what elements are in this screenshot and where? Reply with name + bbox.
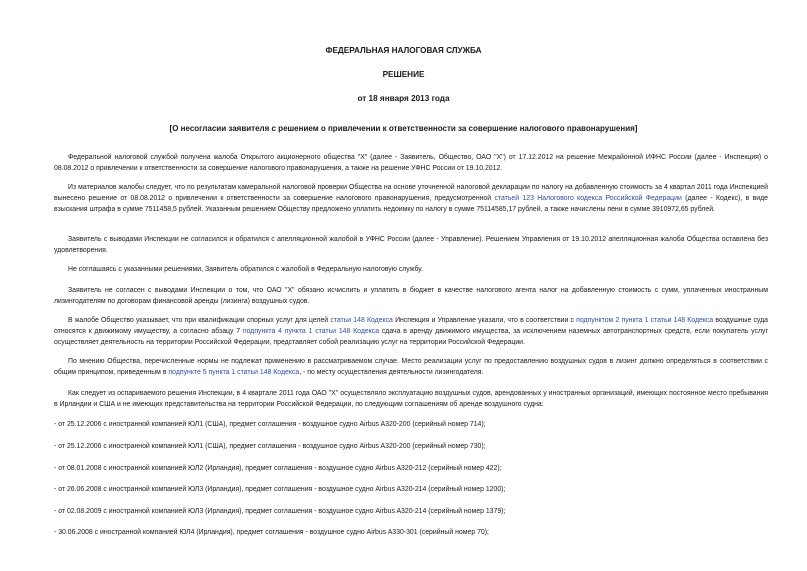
link-subpoint-5-art-148[interactable]: подпункте 5 пункта 1 статьи 148 Кодекса xyxy=(168,369,300,377)
link-article-123[interactable]: статьей 123 Налогового кодекса Российской Федерации xyxy=(494,195,682,203)
paragraph-6-text-b: Инспекция и Управление указали, что в соответствии с xyxy=(392,317,577,324)
paragraph-1-text: Федеральной налоговой службой получена жалоба Открытого акционерного общества "X" (далее - Заявитель, Общество, ОАО "X") от 17.12.2012 на решение Межрайонной ИФНС России (далее - Инспекция) о 08.08.2012 о привлечении к ответственности за совершение налогового правонарушения, а также на решение УФНС России от 19.10.2012. xyxy=(54,154,768,173)
doc-type: РЕШЕНИЕ xyxy=(382,70,425,79)
paragraph-2-text-b: (далее - Кодекс), в виде взыскания штрафа в сумме 7511458,5 рублей. Указанным решением Обществу предложено уплатить недоимку по налогу в сумме 75114585,17 рублей, а также начислены пени в сумме 3910972,65 рублей. xyxy=(54,195,768,214)
paragraph-7-text-b: , - по месту осуществления деятельности лизингодателя. xyxy=(299,369,484,377)
paragraph-5-text: Заявитель не согласен с выводами Инспекции о том, что ОАО "X" обязано исчислить и уплатить в бюджет в качестве налогового агента налог на добавленную стоимость с сумм, уплаченных иностранным лизингодателям по договорам финансовой аренды (лизинга) воздушных судов. xyxy=(54,287,768,306)
list-item: - от 25.12.2006 с иностранной компанией ЮЛ1 (США), предмет соглашения - воздушное судно Airbus A320-200 (серийный номер 714); xyxy=(54,421,486,428)
paragraph-4 xyxy=(54,264,768,275)
paragraph-4-text: Не соглашаясь с указанными решениями, Заявитель обратился с жалобой в Федеральную налоговую службу. xyxy=(68,266,423,273)
paragraph-3 xyxy=(54,234,768,256)
list-item: - от 02.08.2009 с иностранной компанией ЮЛ3 (Ирландия), предмет соглашения - воздушное судно Airbus A320-214 (серийный номер 1379); xyxy=(54,508,506,515)
paragraph-2-text-a: Из материалов жалобы следует, что по результатам камеральной налоговой проверки Общества на основе уточненной налоговой декларации по налогу на добавленную стоимость за 4 квартал 2011 года Инспекцией вынесено решение от 08.08.2012 о привлечении к ответственности за совершение налогового правонарушения, предусмотренной xyxy=(54,184,768,203)
list-item: - от 26.06.2008 с иностранной компанией ЮЛ3 (Ирландия), предмет соглашения - воздушное судно Airbus A320-214 (серийный номер 1200); xyxy=(54,486,506,493)
paragraph-8-text: Как следует из оспариваемого решения Инспекции, в 4 квартале 2011 года ОАО "X" осуществляло эксплуатацию воздушных судов, арендованных у иностранных организаций, имеющих постоянное место пребывания в Ирландии и США и не имеющих представительства на территории Российской Федерации, по следующим соглашениям об аренде воздушного судна: xyxy=(54,390,768,409)
paragraph-5 xyxy=(54,285,768,307)
list-item: - от 25.12.2006 с иностранной компанией ЮЛ1 (США), предмет соглашения - воздушное судно Airbus A320-200 (серийный номер 730); xyxy=(54,443,486,450)
link-article-148[interactable]: статьи 148 Кодекса xyxy=(330,317,393,324)
link-subpoint-2-art-148[interactable]: подпунктом 2 пункта 1 статьи 148 Кодекса xyxy=(576,317,714,324)
link-subpoint-4-art-148[interactable]: подпункта 4 пункта 1 статьи 148 Кодекса xyxy=(242,328,380,336)
paragraph-3-text: Заявитель с выводами Инспекции не согласился и обратился с апелляционной жалобой в УФНС России (далее - Управление). Решением Управления от 19.10.2012 апелляционная жалоба Общества оставлена без удовлетворения. xyxy=(54,236,768,255)
org-title: ФЕДЕРАЛЬНАЯ НАЛОГОВАЯ СЛУЖБА xyxy=(325,46,482,55)
doc-date: от 18 января 2013 года xyxy=(357,94,450,103)
list-item: - от 08.01.2008 с иностранной компанией ЮЛ2 (Ирландия), предмет соглашения - воздушное судно Airbus A320-212 (серийный номер 422); xyxy=(54,465,502,472)
paragraph-8 xyxy=(54,388,768,410)
paragraph-7-text-a: По мнению Общества, перечисленные нормы не подлежат применению в рассматриваемом случае. Место реализации услуг по предоставлению воздушных судов в лизинг должно определяться в соответствии с общим принципом, приведенным в xyxy=(54,358,768,377)
paragraph-6-text-a: В жалобе Общество указывает, что при квалификации спорных услуг для целей xyxy=(68,317,331,324)
paragraph-1 xyxy=(54,152,768,174)
paragraph-6-text-c: воздушные суда относятся к движимому имуществу, а согласно абзацу 7 xyxy=(54,317,769,336)
list-item: - 30.06.2008 с иностранной компанией ЮЛ4 (Ирландия), предмет соглашения - воздушное судно Airbus A330-301 (серийный номер 70); xyxy=(54,529,489,536)
paragraph-6 xyxy=(54,315,768,349)
paragraph-2 xyxy=(54,182,768,216)
doc-subject: [О несогласии заявителя с решением о привлечении к ответственности за совершение налогового правонарушения] xyxy=(169,124,638,133)
paragraph-6-text-d: сдача в аренду движимого имущества, за исключением наземных автотранспортных средств, если покупатель услуг осуществляет деятельность на территории Российской Федерации, представляет собой реализацию услуг на территории Российской Федерации. xyxy=(54,328,768,347)
paragraph-7 xyxy=(54,356,768,378)
